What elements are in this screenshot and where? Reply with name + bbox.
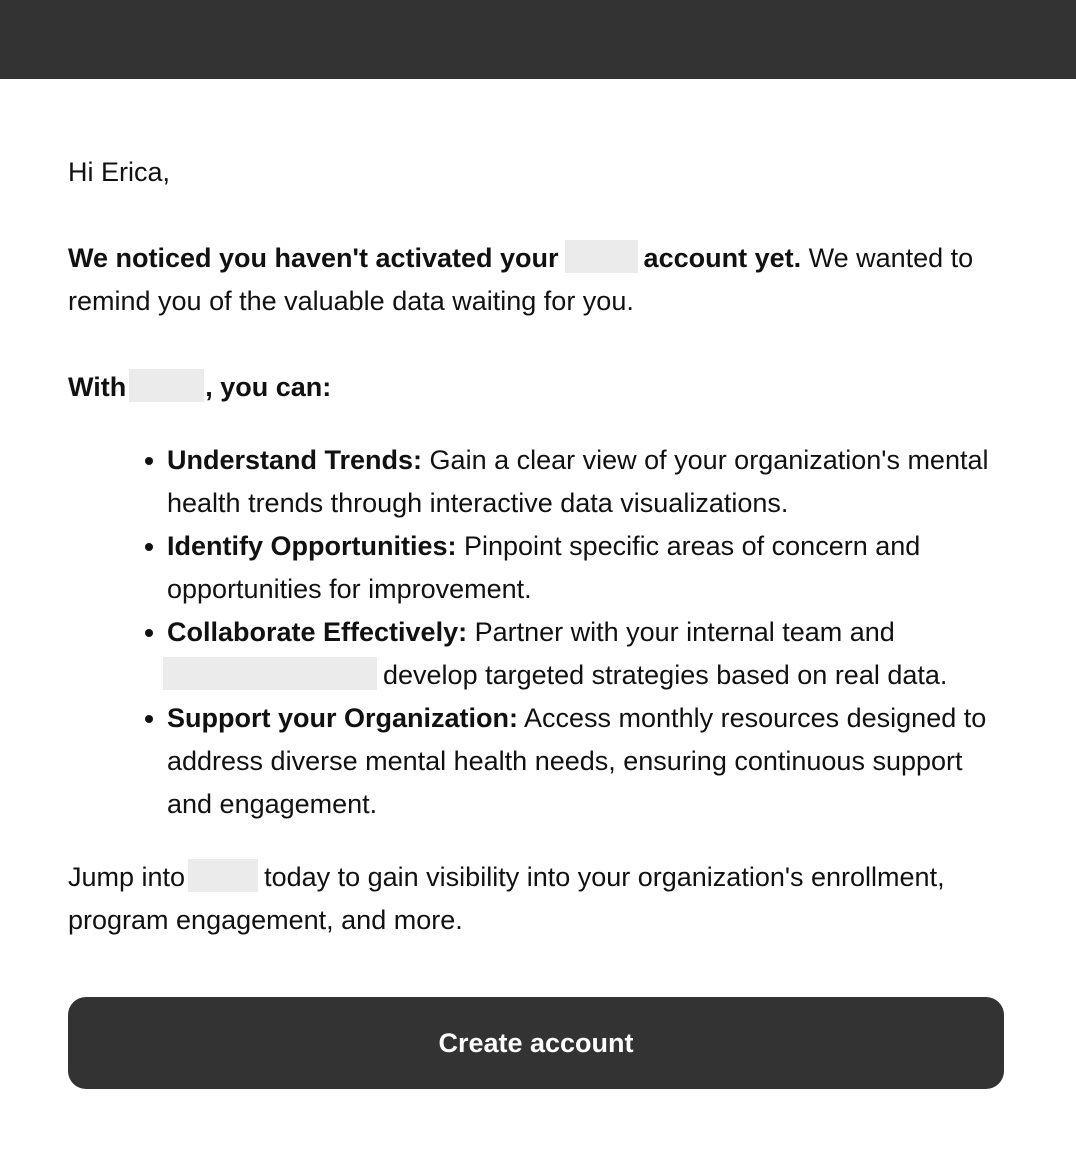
redacted-product-name: [129, 369, 204, 402]
closing-paragraph: [68, 856, 1004, 942]
email-header-bar: [0, 0, 1076, 79]
notice-bold-end: account yet.: [643, 243, 802, 273]
redacted-product-name: [565, 240, 638, 273]
feature-title: Support your Organization:: [167, 703, 518, 733]
feature-list: [68, 439, 1004, 826]
redacted-product-name: [188, 859, 258, 892]
greeting: Hi Erica,: [68, 157, 171, 187]
feature-text: Pinpoint specific areas of concern and opportunities for improvement.: [167, 531, 921, 604]
create-account-button[interactable]: Create account: [68, 997, 1004, 1089]
notice-bold-start: We noticed you haven't activated your: [68, 243, 559, 273]
features-heading: [68, 366, 1004, 409]
features-heading-end: , you can:: [205, 372, 332, 402]
feature-title: Collaborate Effectively:: [167, 617, 468, 647]
activation-notice: [68, 237, 1004, 323]
list-item: [167, 525, 1004, 611]
feature-title: Understand Trends:: [167, 445, 423, 475]
list-item: [167, 611, 1004, 697]
list-item: [167, 439, 1004, 525]
feature-title: Identify Opportunities:: [167, 531, 457, 561]
closing-start: Jump into: [68, 862, 186, 892]
feature-text-continued: develop targeted strategies based on real data.: [383, 660, 948, 690]
list-item: [167, 697, 1004, 826]
feature-text: Partner with your internal team and: [467, 617, 895, 647]
email-body: [0, 79, 1076, 1089]
feature-text: Gain a clear view of your organization's mental health trends through interactive data visualizations.: [167, 445, 989, 518]
feature-text: Access monthly resources designed to address diverse mental health needs, ensuring continuous support and engagement.: [167, 703, 987, 819]
features-heading-start: With: [68, 372, 127, 402]
redacted-text: [163, 657, 377, 690]
cta-container: [68, 997, 1004, 1089]
closing-end: today to gain visibility into your organization's enrollment, program engagement, and more.: [68, 862, 945, 935]
notice-rest: We wanted to remind you of the valuable data waiting for you.: [68, 243, 974, 316]
